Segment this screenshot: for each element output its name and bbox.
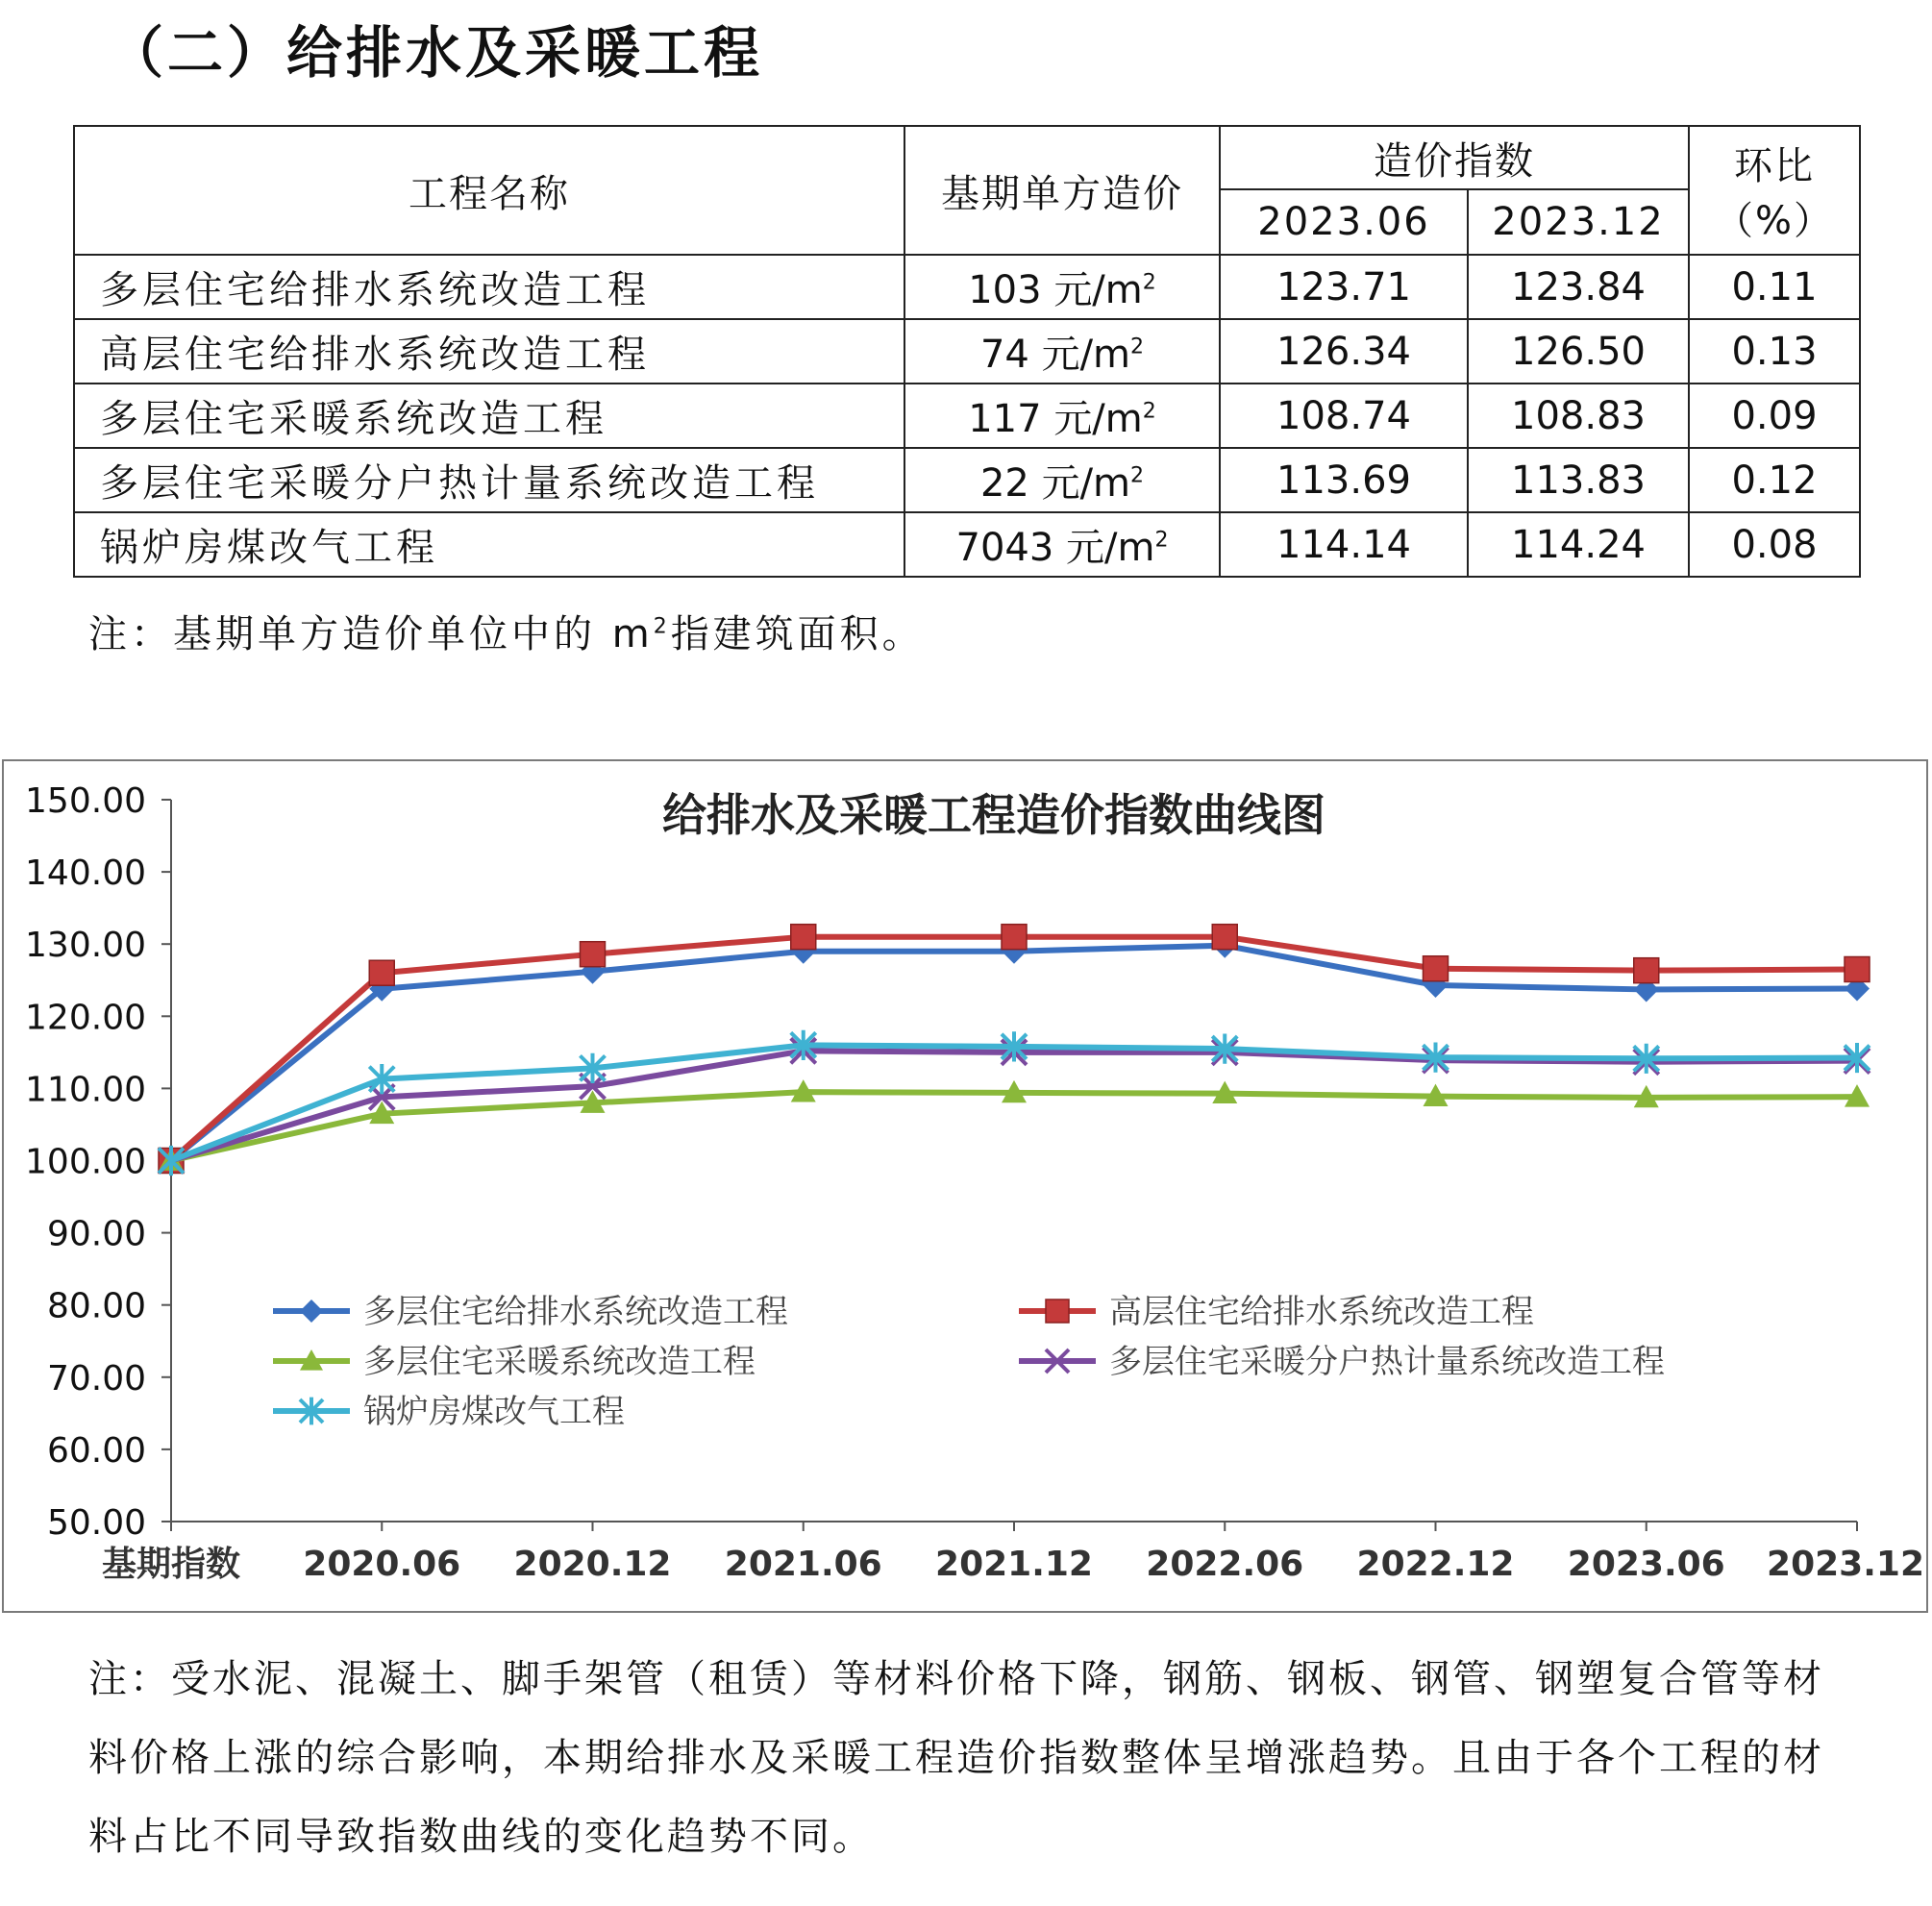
y-tick-label: 70.00	[46, 1358, 146, 1399]
unit: 元/m	[1053, 397, 1143, 441]
data-point-series-2	[791, 925, 816, 950]
row-index-1: 114.14	[1220, 512, 1468, 577]
data-point-series-2	[581, 942, 606, 967]
y-tick-label: 120.00	[25, 998, 146, 1038]
legend-label: 多层住宅采暖分户热计量系统改造工程	[1109, 1343, 1665, 1381]
header-project-name: 工程名称	[74, 126, 904, 255]
unit: 元/m	[1041, 333, 1131, 377]
section-heading: （二）给排水及采暖工程	[108, 20, 764, 86]
unit-sup: 2	[1142, 270, 1156, 295]
y-tick-label: 150.00	[25, 781, 146, 821]
x-tick-label: 2020.12	[513, 1545, 672, 1584]
y-tick-label: 110.00	[25, 1070, 146, 1110]
header-ratio	[1689, 126, 1860, 255]
y-tick-label: 130.00	[25, 926, 146, 966]
cost-index-table	[73, 125, 1861, 578]
y-tick-label: 140.00	[25, 854, 146, 894]
row-index-1: 108.74	[1220, 384, 1468, 448]
table-note	[88, 604, 925, 658]
row-name: 多层住宅采暖系统改造工程	[74, 384, 904, 448]
header-base-price: 基期单方造价	[904, 126, 1220, 255]
x-tick-label: 2021.12	[935, 1545, 1093, 1584]
x-tick-label: 2022.06	[1146, 1545, 1304, 1584]
data-point-series-2	[1212, 925, 1237, 950]
header-ratio-line1: 环比	[1734, 144, 1815, 188]
row-ratio: 0.11	[1689, 255, 1860, 319]
table-row	[74, 255, 1860, 319]
unit-sup: 2	[1142, 399, 1156, 424]
table-note-sup: 2	[653, 614, 671, 639]
x-tick-label: 2021.06	[724, 1545, 882, 1584]
base-value: 22	[979, 461, 1029, 506]
data-point-series-2	[369, 960, 394, 985]
y-tick-label: 80.00	[46, 1286, 146, 1326]
x-tick-label: 2023.12	[1767, 1545, 1924, 1584]
y-tick-label: 50.00	[46, 1503, 146, 1543]
row-index-2: 123.84	[1468, 255, 1689, 319]
unit: 元/m	[1066, 526, 1155, 570]
row-base-price	[904, 319, 1220, 384]
legend-marker	[1046, 1300, 1069, 1323]
y-tick-label: 60.00	[46, 1430, 146, 1471]
row-ratio: 0.13	[1689, 319, 1860, 384]
row-ratio: 0.12	[1689, 448, 1860, 512]
legend-marker	[300, 1300, 323, 1323]
base-value: 103	[968, 268, 1042, 312]
table-row	[74, 319, 1860, 384]
unit-sup: 2	[1130, 463, 1145, 488]
unit: 元/m	[1053, 268, 1143, 312]
unit: 元/m	[1041, 461, 1131, 506]
unit-sup: 2	[1130, 334, 1145, 359]
chart-note: 注：受水泥、混凝土、脚手架管（租赁）等材料价格下降，钢筋、钢板、钢管、钢塑复合管等材料价格上涨的综合影响，本期给排水及采暖工程造价指数整体呈增涨趋势。且由于各个工程的材料占比不同导致指数曲线的变化趋势不同。	[88, 1657, 1824, 1859]
row-index-2: 126.50	[1468, 319, 1689, 384]
row-name: 多层住宅采暖分户热计量系统改造工程	[74, 448, 904, 512]
base-value: 7043	[955, 526, 1054, 570]
row-base-price	[904, 255, 1220, 319]
legend-label: 锅炉房煤改气工程	[363, 1393, 625, 1431]
row-base-price	[904, 512, 1220, 577]
chart-svg	[4, 761, 1926, 1611]
row-index-1: 126.34	[1220, 319, 1468, 384]
row-ratio: 0.08	[1689, 512, 1860, 577]
row-base-price	[904, 384, 1220, 448]
x-tick-label: 2020.06	[303, 1545, 461, 1584]
table-row	[74, 512, 1860, 577]
row-name: 高层住宅给排水系统改造工程	[74, 319, 904, 384]
row-index-2: 114.24	[1468, 512, 1689, 577]
data-point-series-2	[1845, 956, 1870, 981]
legend-label: 多层住宅采暖系统改造工程	[363, 1343, 755, 1381]
header-ratio-line2: （%）	[1714, 199, 1834, 243]
table-row	[74, 384, 1860, 448]
legend-label: 高层住宅给排水系统改造工程	[1109, 1293, 1534, 1331]
row-ratio: 0.09	[1689, 384, 1860, 448]
legend-label: 多层住宅给排水系统改造工程	[363, 1293, 788, 1331]
cost-index-chart	[2, 759, 1928, 1613]
table-note-before: 注：基期单方造价单位中的 m	[88, 612, 654, 656]
row-name: 多层住宅给排水系统改造工程	[74, 255, 904, 319]
row-base-price	[904, 448, 1220, 512]
unit-sup: 2	[1154, 528, 1169, 553]
y-tick-label: 90.00	[46, 1214, 146, 1254]
row-index-1: 113.69	[1220, 448, 1468, 512]
x-tick-label: 2023.06	[1567, 1545, 1725, 1584]
chart-title: 给排水及采暖工程造价指数曲线图	[662, 789, 1325, 841]
row-index-2: 113.83	[1468, 448, 1689, 512]
header-cost-index: 造价指数	[1220, 126, 1689, 189]
table-note-after: 指建筑面积。	[670, 612, 925, 656]
header-period-1: 2023.06	[1220, 189, 1468, 255]
data-point-series-2	[1634, 958, 1659, 983]
table-row	[74, 448, 1860, 512]
series-line-4	[171, 1051, 1857, 1160]
row-name: 锅炉房煤改气工程	[74, 512, 904, 577]
x-tick-label: 基期指数	[101, 1545, 241, 1584]
base-value: 74	[979, 333, 1029, 377]
y-tick-label: 100.00	[25, 1142, 146, 1182]
data-point-series-2	[1424, 956, 1449, 981]
data-point-series-2	[1002, 925, 1027, 950]
row-index-1: 123.71	[1220, 255, 1468, 319]
row-index-2: 108.83	[1468, 384, 1689, 448]
x-tick-label: 2022.12	[1356, 1545, 1515, 1584]
header-period-2: 2023.12	[1468, 189, 1689, 255]
base-value: 117	[968, 397, 1042, 441]
